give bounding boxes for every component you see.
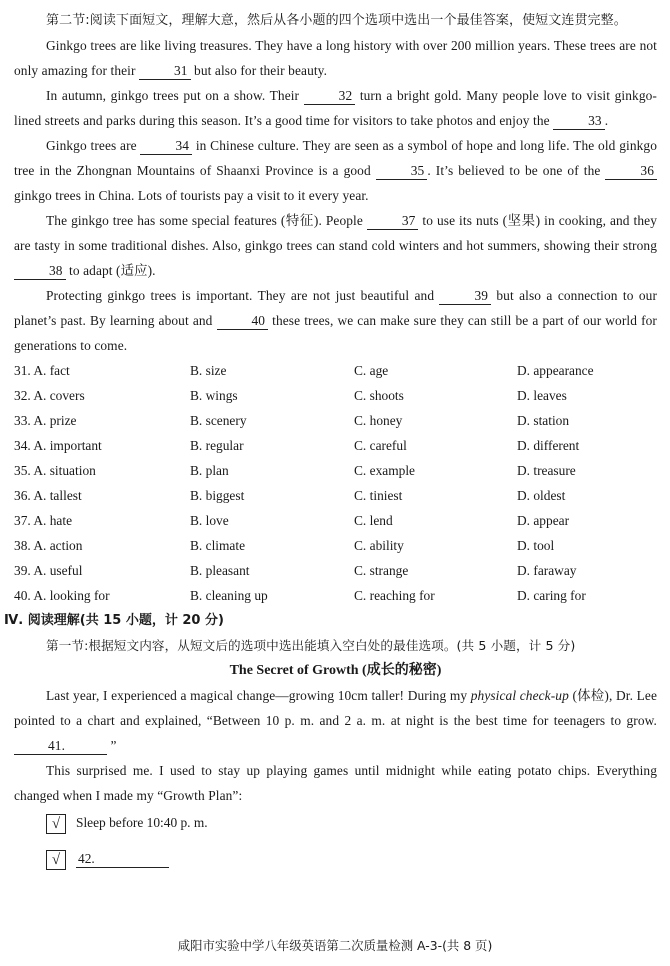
blank-31: 31 (139, 62, 191, 80)
blank-38: 38 (14, 262, 66, 280)
question-row: 36. A. tallest B. biggest C. tiniest D. oldest (14, 488, 566, 503)
passage-paragraph-3: Ginkgo trees are 34 in Chinese culture. They are seen as a symbol of hope and long life. The old ginkgo tree in the Zhongnan Mountains of Shaanxi Province is a good 35 . It’s believed to be one of the 36 ginkgo trees in China. Lots of tourists pay a visit to it every year. (14, 138, 657, 203)
part4-heading: Ⅳ. 阅读理解(共 15 小题，计 20 分) (4, 613, 224, 628)
blank-34: 34 (140, 137, 192, 155)
passage-paragraph-5: Protecting ginkgo trees is important. They are not just beautiful and 39 but also a connection to our planet’s past. By learning about and 40 these trees, we can make sure they can still be a part of our world for generations to come. (14, 288, 657, 353)
question-list (0, 358, 657, 608)
blank-36: 36 (605, 162, 657, 180)
blank-42: 42. (76, 850, 169, 868)
blank-39: 39 (439, 287, 491, 305)
question-row: 33. A. prize B. scenery C. honey D. station (14, 413, 570, 428)
plan-item-2 (76, 848, 169, 870)
blank-35: 35 (376, 162, 428, 180)
story-paragraph-2: This surprised me. I used to stay up playing games until midnight while eating potato chips. Everything changed when I made my “Growth Plan”: (14, 763, 657, 803)
page-content (4, 8, 658, 878)
passage-paragraph-4: The ginkgo tree has some special features (特征). People 37 to use its nuts (坚果) in cooking, and they are tasty in some traditional dishes. Also, ginkgo trees can stand cold winters and hot summers, showing their strong 38 to adapt (适应). (14, 213, 657, 278)
passage-paragraph-2: In autumn, ginkgo trees put on a show. Their 32 turn a bright gold. Many people love to visit ginkgo-lined streets and parks during this season. It’s a good time for visitors to take photos and enjoy the 33 . (14, 88, 657, 128)
blank-41: 41. (14, 737, 107, 755)
question-row: 40. A. looking for B. cleaning up C. reaching for D. caring for (14, 588, 586, 603)
story-paragraph-1: Last year, I experienced a magical change—growing 10cm taller! During my physical check-up (体检), Dr. Lee pointed to a chart and explained, “Between 10 p. m. and 2 a. m. at night is the best time for teenagers to grow. 41. ” (14, 688, 658, 753)
checkbox-checked: √ (46, 850, 66, 870)
plan-item-1: Sleep before 10:40 p. m. (76, 815, 208, 830)
question-row: 31. A. fact B. size C. age D. appearance (14, 363, 594, 378)
question-row: 34. A. important B. regular C. careful D. different (14, 438, 580, 453)
section2-heading: 第二节:阅读下面短文，理解大意，然后从各小题的四个选项中选出一个最佳答案，使短文连贯完整。 (46, 13, 627, 28)
blank-40: 40 (217, 312, 269, 330)
question-row: 35. A. situation B. plan C. example D. treasure (14, 463, 576, 478)
page-footer: 咸阳市实验中学八年级英语第二次质量检测 A-3-(共 8 页) (177, 938, 493, 953)
blank-33: 33 (553, 112, 605, 130)
question-row: 37. A. hate B. love C. lend D. appear (14, 513, 570, 528)
question-row: 32. A. covers B. wings C. shoots D. leaves (14, 388, 567, 403)
question-row: 39. A. useful B. pleasant C. strange D. faraway (14, 563, 577, 578)
blank-32: 32 (304, 87, 356, 105)
checkbox-checked: √ (46, 814, 66, 834)
story-title: The Secret of Growth (成长的秘密) (229, 663, 442, 678)
blank-37: 37 (367, 212, 419, 230)
growth-plan-list (0, 808, 657, 878)
part4-section1-instruction: 第一节:根据短文内容，从短文后的选项中选出能填入空白处的最佳选项。(共 5 小题，计 5 分) (46, 638, 576, 653)
passage-paragraph-1: Ginkgo trees are like living treasures. They have a long history with over 200 million years. These trees are not only amazing for their 31 but also for their beauty. (14, 38, 657, 78)
question-row: 38. A. action B. climate C. ability D. tool (14, 538, 555, 553)
